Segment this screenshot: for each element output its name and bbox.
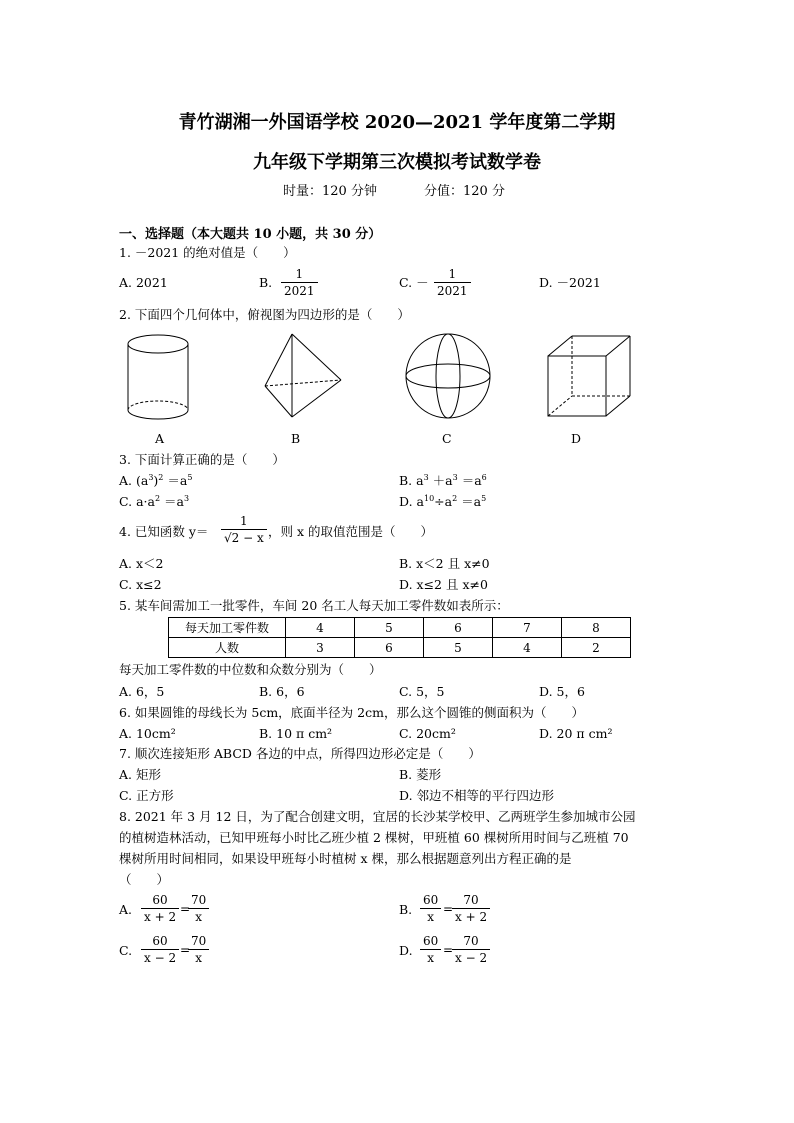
q8-option-d-label: D. bbox=[399, 943, 413, 958]
tetrahedron-figure bbox=[265, 334, 341, 417]
q3-option-d: D. $a^{10}\div a^2 =a^5$ bbox=[399, 494, 487, 509]
table-cell: 每天加工零件数 bbox=[169, 618, 286, 638]
table-cell: 4 bbox=[493, 638, 562, 658]
q8-a-left-fraction: 60 x + 2 bbox=[141, 893, 179, 924]
q4-denominator: √2 − x bbox=[224, 531, 264, 545]
q8-option-b-label: B. bbox=[399, 902, 413, 917]
q3-stem: 3. 下面计算正确的是（ ） bbox=[119, 452, 285, 467]
q2-label-c: C bbox=[442, 431, 452, 446]
q6-option-a: A. 10cm² bbox=[119, 726, 176, 741]
q5-option-d: D. 5，6 bbox=[539, 684, 585, 699]
q4-option-b: B. x＜2 且 x≠0 bbox=[399, 556, 490, 571]
q8-c-left-fraction: 60 x − 2 bbox=[141, 934, 179, 965]
exam-score: 分值：120 分 bbox=[424, 184, 505, 199]
table-cell: 8 bbox=[562, 618, 631, 638]
q1-option-c-fraction bbox=[434, 267, 471, 298]
q1-option-b-fraction bbox=[281, 267, 318, 298]
q8-option-c-label: C. bbox=[119, 943, 133, 958]
q1-option-c-label: C. － bbox=[399, 275, 429, 290]
q1-b-denominator: 2021 bbox=[284, 284, 315, 298]
q7-option-b: B. 菱形 bbox=[399, 767, 442, 782]
table-cell: 6 bbox=[424, 618, 493, 638]
q6-option-b: B. 10 π cm² bbox=[259, 726, 333, 741]
table-cell: 2 bbox=[562, 638, 631, 658]
q8-option-a-label: A. bbox=[119, 902, 133, 917]
q4-fraction bbox=[221, 514, 267, 545]
table-cell: 4 bbox=[286, 618, 355, 638]
q2-label-b: B bbox=[291, 431, 301, 446]
sphere-figure bbox=[406, 334, 490, 418]
q4-option-c: C. x≤2 bbox=[119, 577, 162, 592]
q8-b-equals: = bbox=[443, 902, 454, 916]
q1-b-numerator: 1 bbox=[295, 267, 304, 281]
q7-stem: 7. 顺次连接矩形 ABCD 各边的中点，所得四边形必定是（ ） bbox=[119, 746, 481, 761]
q8-a-right-fraction: 70 x bbox=[188, 893, 209, 924]
table-cell: 人数 bbox=[169, 638, 286, 658]
q1-option-d: D. －2021 bbox=[539, 275, 601, 290]
table-cell: 5 bbox=[424, 638, 493, 658]
q8-d-left-fraction: 60 x bbox=[420, 934, 441, 965]
page-subtitle: 九年级下学期第三次模拟考试数学卷 bbox=[253, 152, 541, 173]
q8-a-equals: = bbox=[180, 902, 191, 916]
table-cell: 6 bbox=[355, 638, 424, 658]
table-row bbox=[169, 618, 631, 638]
cylinder-figure bbox=[128, 335, 188, 419]
exam-time: 时量：120 分钟 bbox=[283, 184, 377, 199]
q3-option-a: A. $(a^3)^2 =a^5$ bbox=[119, 473, 193, 488]
q8-b-left-fraction: 60 x bbox=[420, 893, 441, 924]
table-cell: 5 bbox=[355, 618, 424, 638]
q8-stem-line4: （ ） bbox=[119, 872, 170, 887]
q8-c-right-fraction: 70 x bbox=[188, 934, 209, 965]
q1-c-numerator: 1 bbox=[448, 267, 457, 281]
q8-stem-line1: 8. 2021 年 3 月 12 日，为了配合创建文明，宜居的长沙某学校甲、乙两班学生参加城市公园 bbox=[119, 809, 636, 824]
q5-option-a: A. 6，5 bbox=[119, 684, 165, 699]
q6-option-d: D. 20 π cm² bbox=[539, 726, 613, 741]
section-heading: 一、选择题（本大题共 10 小题，共 30 分） bbox=[119, 227, 382, 242]
q8-stem-line2: 的植树造林活动，已知甲班每小时比乙班少植 2 棵树，甲班植 60 棵树所用时间与乙班植 70 bbox=[119, 830, 629, 845]
q3-option-c: C. $a\cdot a^2 =a^3$ bbox=[119, 494, 190, 509]
q4-stem-post: ，则 x 的取值范围是（ ） bbox=[268, 524, 433, 539]
q2-solids-figure bbox=[120, 330, 680, 430]
q1-option-a: A. 2021 bbox=[119, 275, 168, 290]
q4-numerator: 1 bbox=[240, 514, 248, 528]
q3-option-b: B. $a^3 +a^3 =a^6$ bbox=[399, 473, 487, 488]
q4-option-d: D. x≤2 且 x≠0 bbox=[399, 577, 488, 592]
q1-stem: 1. －2021 的绝对值是（ ） bbox=[119, 245, 296, 260]
q7-option-d: D. 邻边不相等的平行四边形 bbox=[399, 788, 555, 803]
q1-c-denominator: 2021 bbox=[437, 284, 468, 298]
table-row bbox=[169, 638, 631, 658]
q4-stem-pre: 4. 已知函数 y＝ bbox=[119, 524, 209, 539]
q4-option-a: A. x＜2 bbox=[119, 556, 164, 571]
q5-question: 每天加工零件数的中位数和众数分别为（ ） bbox=[119, 662, 382, 677]
q2-stem: 2. 下面四个几何体中，俯视图为四边形的是（ ） bbox=[119, 307, 410, 322]
q6-stem: 6. 如果圆锥的母线长为 5cm，底面半径为 2cm，那么这个圆锥的侧面积为（ ） bbox=[119, 705, 584, 720]
table-cell: 7 bbox=[493, 618, 562, 638]
q1-option-b-label: B. bbox=[259, 275, 273, 290]
q8-stem-line3: 棵树所用时间相同，如果设甲班每小时植树 x 棵，那么根据题意列出方程正确的是 bbox=[119, 851, 572, 866]
q7-option-c: C. 正方形 bbox=[119, 788, 174, 803]
q6-option-c: C. 20cm² bbox=[399, 726, 456, 741]
q2-label-d: D bbox=[571, 431, 582, 446]
q8-c-equals: = bbox=[180, 943, 191, 957]
q5-option-c: C. 5，5 bbox=[399, 684, 445, 699]
cube-figure bbox=[548, 336, 630, 416]
q5-option-b: B. 6，6 bbox=[259, 684, 305, 699]
page-title: 青竹湖湘一外国语学校 2020—2021 学年度第二学期 bbox=[178, 112, 616, 133]
q5-stem: 5. 某车间需加工一批零件，车间 20 名工人每天加工零件数如表所示： bbox=[119, 598, 509, 613]
q8-b-right-fraction: 70 x + 2 bbox=[452, 893, 490, 924]
q7-option-a: A. 矩形 bbox=[119, 767, 161, 782]
q2-label-a: A bbox=[155, 431, 165, 446]
q8-d-right-fraction: 70 x − 2 bbox=[452, 934, 490, 965]
q5-data-table bbox=[168, 617, 631, 658]
q8-d-equals: = bbox=[443, 943, 454, 957]
table-cell: 3 bbox=[286, 638, 355, 658]
